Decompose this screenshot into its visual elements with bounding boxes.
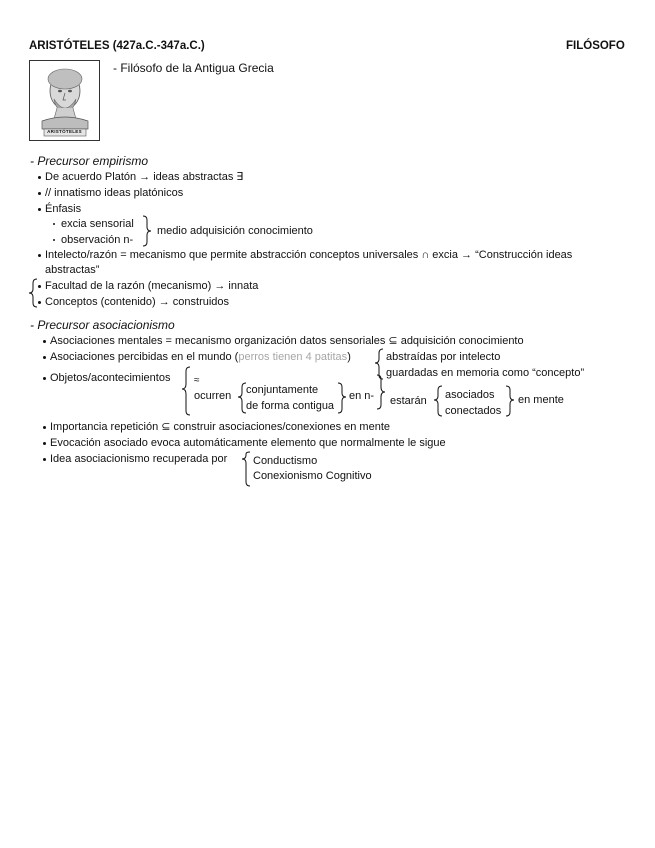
- list-item: Facultad de la razón (mecanismo) → innata: [45, 280, 259, 292]
- page-title: ARISTÓTELES (427a.C.-347a.C.): [29, 40, 205, 52]
- right-brace-icon: [142, 215, 152, 247]
- left-brace-icon: [241, 451, 251, 487]
- item-text: Asociaciones percibidas en el mundo (: [50, 351, 239, 363]
- item-text-close: ): [347, 351, 351, 363]
- left-brace-icon: [181, 366, 191, 416]
- list-item: Objetos/acontecimientos: [50, 372, 171, 384]
- list-item: Énfasis: [45, 203, 82, 215]
- list-item: // innatismo ideas platónicos: [45, 187, 184, 199]
- list-item: Conceptos (contenido) → construidos: [45, 296, 230, 308]
- right-brace-icon: [337, 382, 347, 414]
- left-brace-icon: [433, 385, 443, 417]
- section-heading-asociacionismo: - Precursor asociacionismo: [30, 318, 175, 332]
- brace-label: medio adquisición conocimiento: [157, 225, 313, 237]
- role-label: FILÓSOFO: [566, 40, 625, 52]
- list-item: De acuerdo Platón → ideas abstractas ∃: [45, 171, 244, 183]
- sub-list-item: excia sensorial: [61, 218, 134, 230]
- sub-list-item: observación n-: [61, 234, 134, 246]
- right-brace-icon: [505, 385, 515, 417]
- branch-label: guardadas en memoria como “concepto”: [386, 367, 585, 379]
- estaran-label: estarán: [390, 395, 427, 407]
- list-item-continuation: abstractas”: [45, 264, 100, 276]
- list-item: Asociaciones mentales = mecanismo organización datos sensoriales ⊆ adquisición conocimiento: [50, 335, 524, 347]
- en-n-label: en n-: [349, 390, 375, 402]
- branch-label: de forma contigua: [246, 400, 335, 412]
- branch-label: conjuntamente: [246, 384, 319, 396]
- right-brace-icon: [376, 374, 386, 410]
- list-item: Evocación asociado evoca automáticamente elemento que normalmente le sigue: [50, 437, 446, 449]
- branch-label: Conexionismo Cognitivo: [253, 470, 372, 482]
- portrait-image: [29, 60, 100, 141]
- subtitle: - Filósofo de la Antigua Grecia: [113, 61, 274, 75]
- list-item: [50, 350, 351, 364]
- approx-symbol: ≈: [194, 375, 200, 386]
- left-brace-icon: [28, 278, 38, 308]
- portrait-caption: ARISTÓTELES: [47, 129, 82, 134]
- en-mente-label: en mente: [518, 394, 564, 406]
- ocurren-label: ocurren: [194, 390, 232, 402]
- list-item: Intelecto/razón = mecanismo que permite abstracción conceptos universales ∩ excia → “Construcción ideas: [45, 249, 573, 261]
- branch-label: Conductismo: [253, 455, 318, 467]
- list-item: Importancia repetición ⊆ construir asociaciones/conexiones en mente: [50, 421, 391, 433]
- list-item: Idea asociacionismo recuperada por: [50, 453, 228, 465]
- example-text: perros tienen 4 patitas: [238, 351, 348, 363]
- branch-label: asociados: [445, 389, 495, 401]
- branch-label: conectados: [445, 405, 502, 417]
- branch-label: abstraídas por intelecto: [386, 351, 501, 363]
- section-heading-empirismo: - Precursor empirismo: [30, 154, 149, 168]
